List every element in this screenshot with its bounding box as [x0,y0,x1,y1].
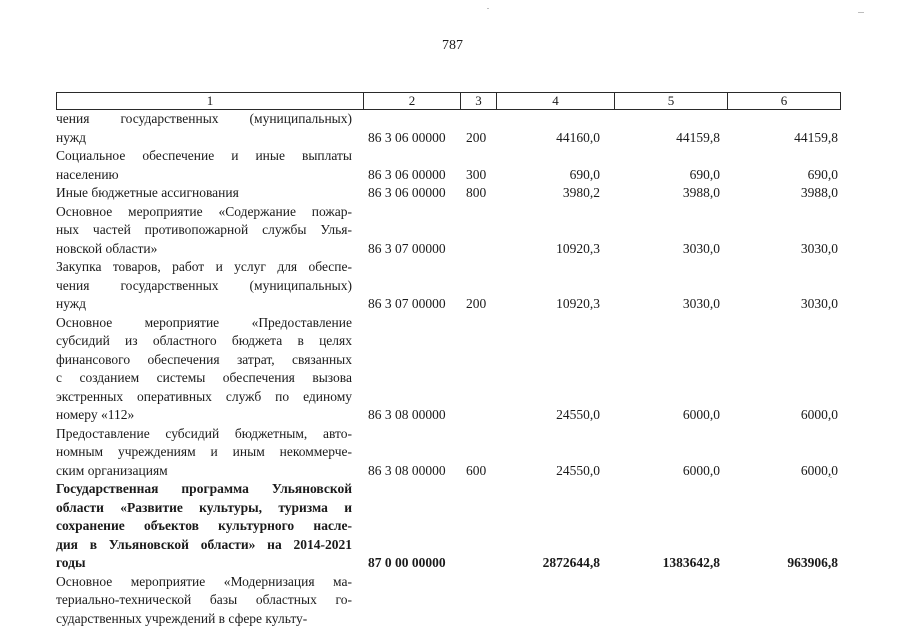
description-line: новской области» [56,240,158,256]
table-row [56,314,840,425]
row-value-col5: 44159,8 [676,129,720,145]
row-description [56,258,352,314]
table-row [56,147,840,184]
description-line: населению [56,166,119,182]
row-value-col4: 3980,2 [562,185,600,200]
description-line: чения государственных (муниципальных) [56,277,352,293]
row-value-col4: 24550,0 [556,407,600,422]
description-line: нужд [56,296,86,311]
table-row [56,573,840,629]
row-value-col6: 3988,0 [800,185,838,200]
row-value-col4: 10920,3 [556,240,600,256]
description-line: териально-технической базы областных го- [56,592,352,607]
row-value-col4: 44160,0 [556,129,600,145]
description-line: субсидий из областного бюджета в целях [56,333,352,348]
row-target-code: 86 3 08 00000 [368,407,446,422]
row-value-col5: 3988,0 [682,185,720,200]
row-target-code: 86 3 07 00000 [368,296,446,311]
table-row [56,203,840,259]
description-line: Основное мероприятие «Содержание пожар- [56,203,352,219]
description-line: дия в Ульяновской области» на 2014-2021 [56,536,352,552]
description-line: номным учреждениям и иным некоммерче- [56,444,352,459]
description-line: ных частей противопожарной службы Улья- [56,222,352,237]
description-line: финансового обеспечения затрат, связанных [56,351,352,367]
description-line: нужд [56,129,86,145]
description-line: сохранение объектов культурного насле- [56,518,352,533]
row-value-col5: 6000,0 [682,407,720,422]
header-col-1: 1 [206,93,214,108]
scan-speck [487,8,489,9]
row-value-col6: 3030,0 [800,240,838,256]
row-value-col4: 2872644,8 [542,555,600,570]
budget-table [56,92,840,640]
table-row [56,425,840,481]
scan-speck [858,12,864,13]
row-value-col6: 44159,8 [794,129,838,145]
table-row [56,258,840,314]
row-target-code: 86 3 08 00000 [368,462,446,478]
header-col-6: 6 [727,93,840,109]
row-value-col6: 690,0 [807,166,838,182]
row-expense-type: 800 [466,185,487,200]
description-line: Государственная программа Ульяновской [56,481,352,496]
row-expense-type: 200 [466,296,487,311]
table-row [56,480,840,573]
row-description [56,147,352,184]
description-line: экстренных оперативных служб по единому [56,388,352,404]
description-line: Иные бюджетные ассигнования [56,185,239,200]
description-line: ским организациям [56,462,168,478]
row-target-code: 86 3 06 00000 [368,129,446,145]
table-header-row [56,92,841,110]
row-description [56,573,352,629]
header-col-2: 2 [363,93,460,109]
description-line: Основное мероприятие «Модернизация ма- [56,573,352,589]
header-col-5: 5 [614,93,727,109]
description-line: Закупка товаров, работ и услуг для обеспе- [56,259,352,274]
row-description [56,110,352,147]
row-value-col6: 963906,8 [787,555,838,570]
row-target-code: 86 3 06 00000 [368,166,446,182]
scan-speck [830,477,832,478]
row-target-code: 86 3 07 00000 [368,240,446,256]
row-value-col6: 3030,0 [800,296,838,311]
row-value-col5: 3030,0 [682,240,720,256]
row-value-col5: 690,0 [689,166,720,182]
row-target-code: 86 3 06 00000 [368,185,446,200]
description-line: годы [56,555,86,570]
description-line: области «Развитие культуры, туризма и [56,499,352,515]
row-description [56,480,352,573]
row-expense-type: 200 [466,129,487,145]
table-row [56,184,840,203]
row-description [56,203,352,259]
row-description [56,184,352,203]
row-description [56,314,352,425]
description-line: Основное мероприятие «Предоставление [56,314,352,330]
row-expense-type: 300 [466,166,487,182]
row-expense-type: 600 [466,462,487,478]
description-line: сударственных учреждений в сфере культу- [56,610,308,626]
row-target-code: 87 0 00 00000 [368,555,446,570]
row-value-col5: 6000,0 [682,462,720,478]
table-body [56,110,840,628]
row-value-col5: 1383642,8 [662,555,720,570]
table-row [56,110,840,147]
row-value-col4: 10920,3 [556,296,600,311]
description-line: с созданием системы обеспечения вызова [56,370,352,385]
row-value-col4: 24550,0 [556,462,600,478]
header-col-4: 4 [496,93,614,109]
description-line: номеру «112» [56,407,135,422]
description-line: Социальное обеспечение и иные выплаты [56,148,352,163]
header-col-3: 3 [460,93,496,109]
description-line: чения государственных (муниципальных) [56,111,352,126]
row-description [56,425,352,481]
row-value-col6: 6000,0 [800,407,838,422]
row-value-col4: 690,0 [569,166,600,182]
row-value-col6: 6000,0 [800,462,838,478]
page-number: 787 [442,38,463,53]
description-line: Предоставление субсидий бюджетным, авто- [56,425,352,441]
row-value-col5: 3030,0 [682,296,720,311]
